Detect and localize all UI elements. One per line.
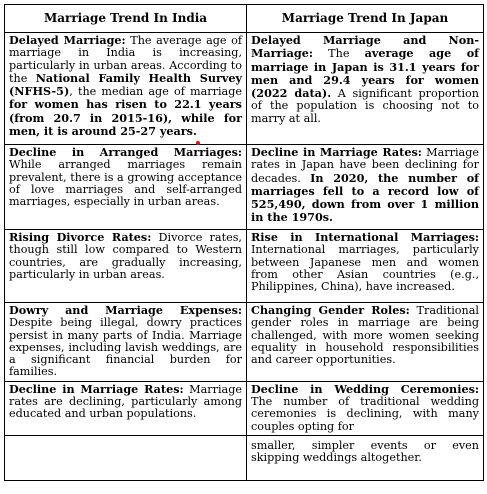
japan-cell — [247, 435, 484, 480]
japan-cell — [247, 33, 484, 145]
table-row — [5, 145, 484, 230]
cell-heading: Dowry and Marriage Expenses: — [9, 303, 242, 317]
cell-heading: Rising Divorce Rates: — [9, 230, 152, 244]
japan-cell — [247, 230, 484, 303]
japan-cell — [247, 145, 484, 230]
header-japan: Marriage Trend In Japan — [247, 5, 484, 33]
cell-heading: Decline in Marriage Rates: — [251, 145, 422, 159]
cell-heading: Decline in Wedding Ceremonies: — [251, 381, 479, 396]
header-india: Marriage Trend In India — [5, 5, 247, 33]
india-cell — [5, 303, 247, 382]
cell-heading: Decline in Arranged Marriages: — [9, 145, 242, 159]
india-cell — [5, 381, 247, 435]
comparison-table — [4, 4, 484, 481]
cell-bold-text: for women has risen to 22.1 years (from 20.7 in 2015-16), while for men, it is around 25-27 years. — [9, 97, 242, 139]
cell-text: The — [313, 47, 365, 61]
cell-heading: Delayed Marriage: — [9, 33, 126, 47]
india-cell — [5, 145, 247, 230]
cell-text: A significant proportion of the population is choosing not to marry at all. — [251, 87, 479, 125]
cell-text: , the median age of marriage — [69, 85, 242, 99]
table-row — [5, 381, 484, 435]
cell-text: While arranged marriages remain prevalent, there is a growing acceptance of love marriages and self-arranged marriages, especially in urban areas. — [9, 158, 242, 209]
table-row — [5, 230, 484, 303]
cell-text: International marriages, particularly between Japanese men and women from other Asian countries (e.g., Philippines, China), have increased. — [251, 243, 479, 294]
cell-heading: Changing Gender Roles: — [251, 303, 410, 317]
table-row — [5, 435, 484, 480]
cell-heading: Decline in Marriage Rates: — [9, 381, 184, 396]
india-cell — [5, 435, 247, 480]
japan-cell — [247, 381, 484, 435]
cell-bold-text: average age of marriage in Japan is 31.1 years for men and 29.4 years for women (2022 data). — [251, 46, 479, 101]
india-cell — [5, 33, 247, 145]
cell-text: Marriage rates in Japan have been declining for decades. — [251, 146, 479, 185]
india-cell — [5, 230, 247, 303]
cell-text: Despite being illegal, dowry practices persist in many parts of India. Marriage expenses, including lavish weddings, are a significant financial burden for families. — [9, 316, 242, 379]
cell-text: Divorce rates, though still low compared to Western countries, are gradually increasing, particularly in urban areas. — [9, 231, 242, 281]
cell-heading: Rise in International Marriages: — [251, 230, 479, 244]
table-row — [5, 303, 484, 382]
cell-heading: Delayed Marriage and Non-Marriage: — [251, 33, 479, 61]
cell-text: Marriage rates are declining, particularly among educated and urban populations. — [9, 382, 242, 421]
cell-bold-text: In 2020, the number of marriages fell to a record low of 525,490, down from over 1 million in the 1970s. — [251, 170, 479, 225]
cell-text: smaller, simpler events or even skipping weddings altogether. — [251, 438, 479, 465]
table-row — [5, 33, 484, 145]
japan-cell — [247, 303, 484, 382]
red-dot-marker — [196, 141, 200, 145]
header-row — [5, 5, 484, 33]
cell-bold-text: National Family Health Survey (NFHS-5) — [9, 70, 242, 99]
cell-text: The average age of marriage in India is increasing, particularly in urban areas. According to the — [9, 34, 242, 85]
cell-text: Traditional gender roles in marriage are being challenged, with more women seeking equality in household responsibilities and career opportunities. — [251, 304, 479, 367]
cell-text: The number of traditional wedding ceremonies is declining, with many couples opting for — [251, 395, 479, 433]
